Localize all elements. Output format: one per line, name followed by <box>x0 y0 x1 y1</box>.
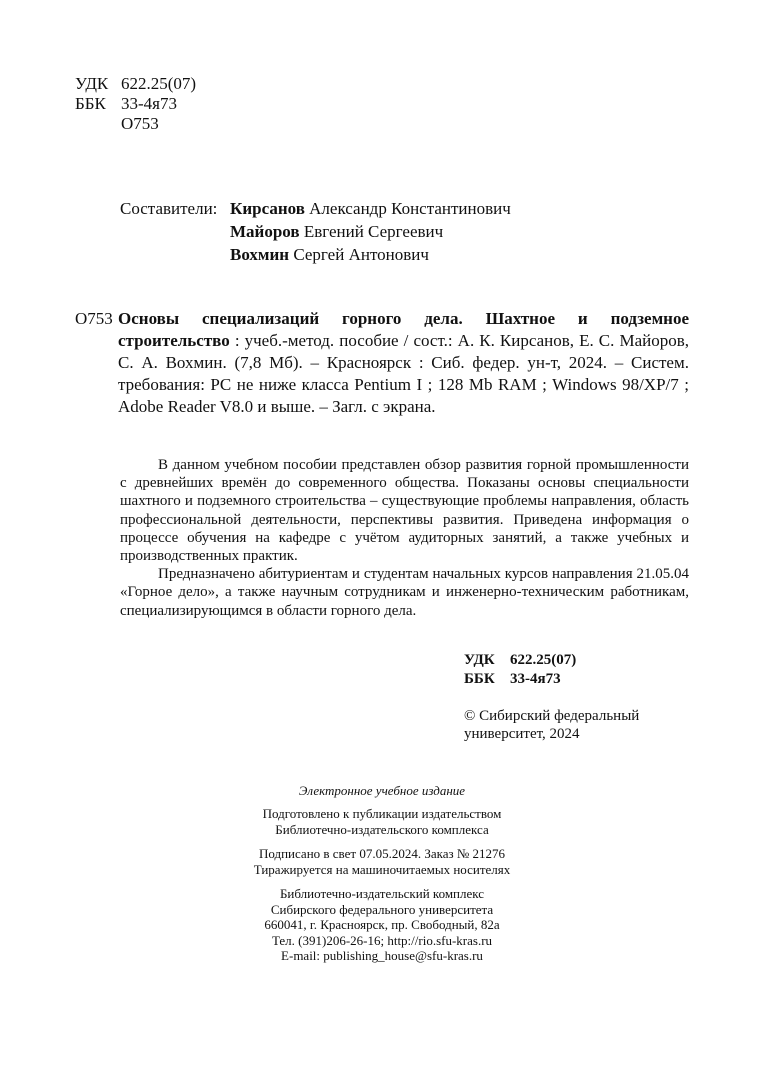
edition-type <box>0 783 764 799</box>
copyright-line: университет, 2024 <box>464 726 580 742</box>
publisher-email: E-mail: publishing_house@sfu-kras.ru <box>281 948 483 964</box>
bbk-row <box>75 94 196 114</box>
classification-codes <box>75 74 196 134</box>
signed-block <box>0 846 764 877</box>
abstract <box>120 456 689 620</box>
signed-line: Подписано в свет 07.05.2024. Заказ № 21276 <box>258 846 506 861</box>
compiler-row <box>120 198 511 221</box>
compiler-surname: Кирсанов <box>230 199 305 218</box>
replicated-line: Тиражируется на машиночитаемых носителях <box>253 861 511 877</box>
publisher-block <box>0 886 764 964</box>
bbk-label: ББК <box>464 671 495 687</box>
biblio-details: : учеб.-метод. пособие / сост.: А. К. Кирсанов, Е. С. Майоров, С. А. Вохмин. (7,8 Мб). – Красноярск : Сиб. федер. ун-т, 2024. – Систем. требования: PC не ниже класса Pentium I ; 128 Mb RAM ; Windows 98/XP/7 ; Adobe Reader V8.0 и выше. – Загл. с экрана. <box>118 331 689 416</box>
edition-line: Электронное учебное издание <box>298 783 466 798</box>
bbk-label: ББК <box>75 94 106 113</box>
compiler-row <box>120 221 511 244</box>
udc-row <box>75 74 196 94</box>
abstract-paragraph: В данном учебном пособии представлен обзор развития горной промышленности с древнейших времён до современного общества. Показаны основы специальности шахтного и подземного строительства – существующие проблемы направления, область профессиональной деятельности, перспективы развития. Приведена информация о процессе обучения на кафедре с учётом аудиторных занятий, а также учебных и производственных практик. <box>120 457 689 565</box>
publisher-address: 660041, г. Красноярск, пр. Свободный, 82а <box>264 917 500 933</box>
compiler-surname: Вохмин <box>230 245 290 264</box>
biblio-title: Основы специализаций горного дела. Шахтное и подземное строительство <box>118 309 689 350</box>
classification-bottom <box>464 651 576 689</box>
abstract-paragraph: Предназначено абитуриентам и студентам начальных курсов направления 21.05.04 «Горное дело», а также научным сотрудникам и инженерно-техническим работникам, специализирующимся в области горного дела. <box>120 566 689 619</box>
udc-label: УДК <box>464 652 495 668</box>
prepared-block <box>0 806 764 837</box>
compiler-surname: Майоров <box>230 222 300 241</box>
udc-label: УДК <box>75 74 109 93</box>
copyright-line: © Сибирский федеральный <box>464 708 640 724</box>
compilers-label: Составители: <box>120 199 218 218</box>
biblio-text <box>118 308 689 418</box>
prepared-line: Подготовлено к публикации издательством <box>262 806 502 821</box>
compiler-name: Сергей Антонович <box>293 245 429 264</box>
author-sign: О753 <box>121 114 159 133</box>
biblio-code: О753 <box>75 309 113 328</box>
compilers-block <box>120 198 511 267</box>
bbk-row <box>464 670 576 689</box>
copyright <box>464 707 639 743</box>
compiler-name: Евгений Сергеевич <box>303 222 444 241</box>
compiler-name: Александр Константинович <box>309 199 511 218</box>
publisher-line: Библиотечно-издательский комплекс <box>279 886 485 901</box>
compiler-row <box>120 244 511 267</box>
udc-row <box>464 651 576 670</box>
bbk-value: 33-4я73 <box>510 671 561 687</box>
udc-value: 622.25(07) <box>121 74 197 93</box>
publisher-phone: Тел. (391)206-26-16; http://rio.sfu-kras.ru <box>271 932 493 948</box>
bbk-value: 33-4я73 <box>121 94 177 113</box>
udc-value: 622.25(07) <box>510 652 577 668</box>
bibliographic-record <box>75 308 689 418</box>
prepared-line: Библиотечно-издательского комплекса <box>275 821 489 837</box>
publisher-line: Сибирского федерального университета <box>270 901 494 917</box>
